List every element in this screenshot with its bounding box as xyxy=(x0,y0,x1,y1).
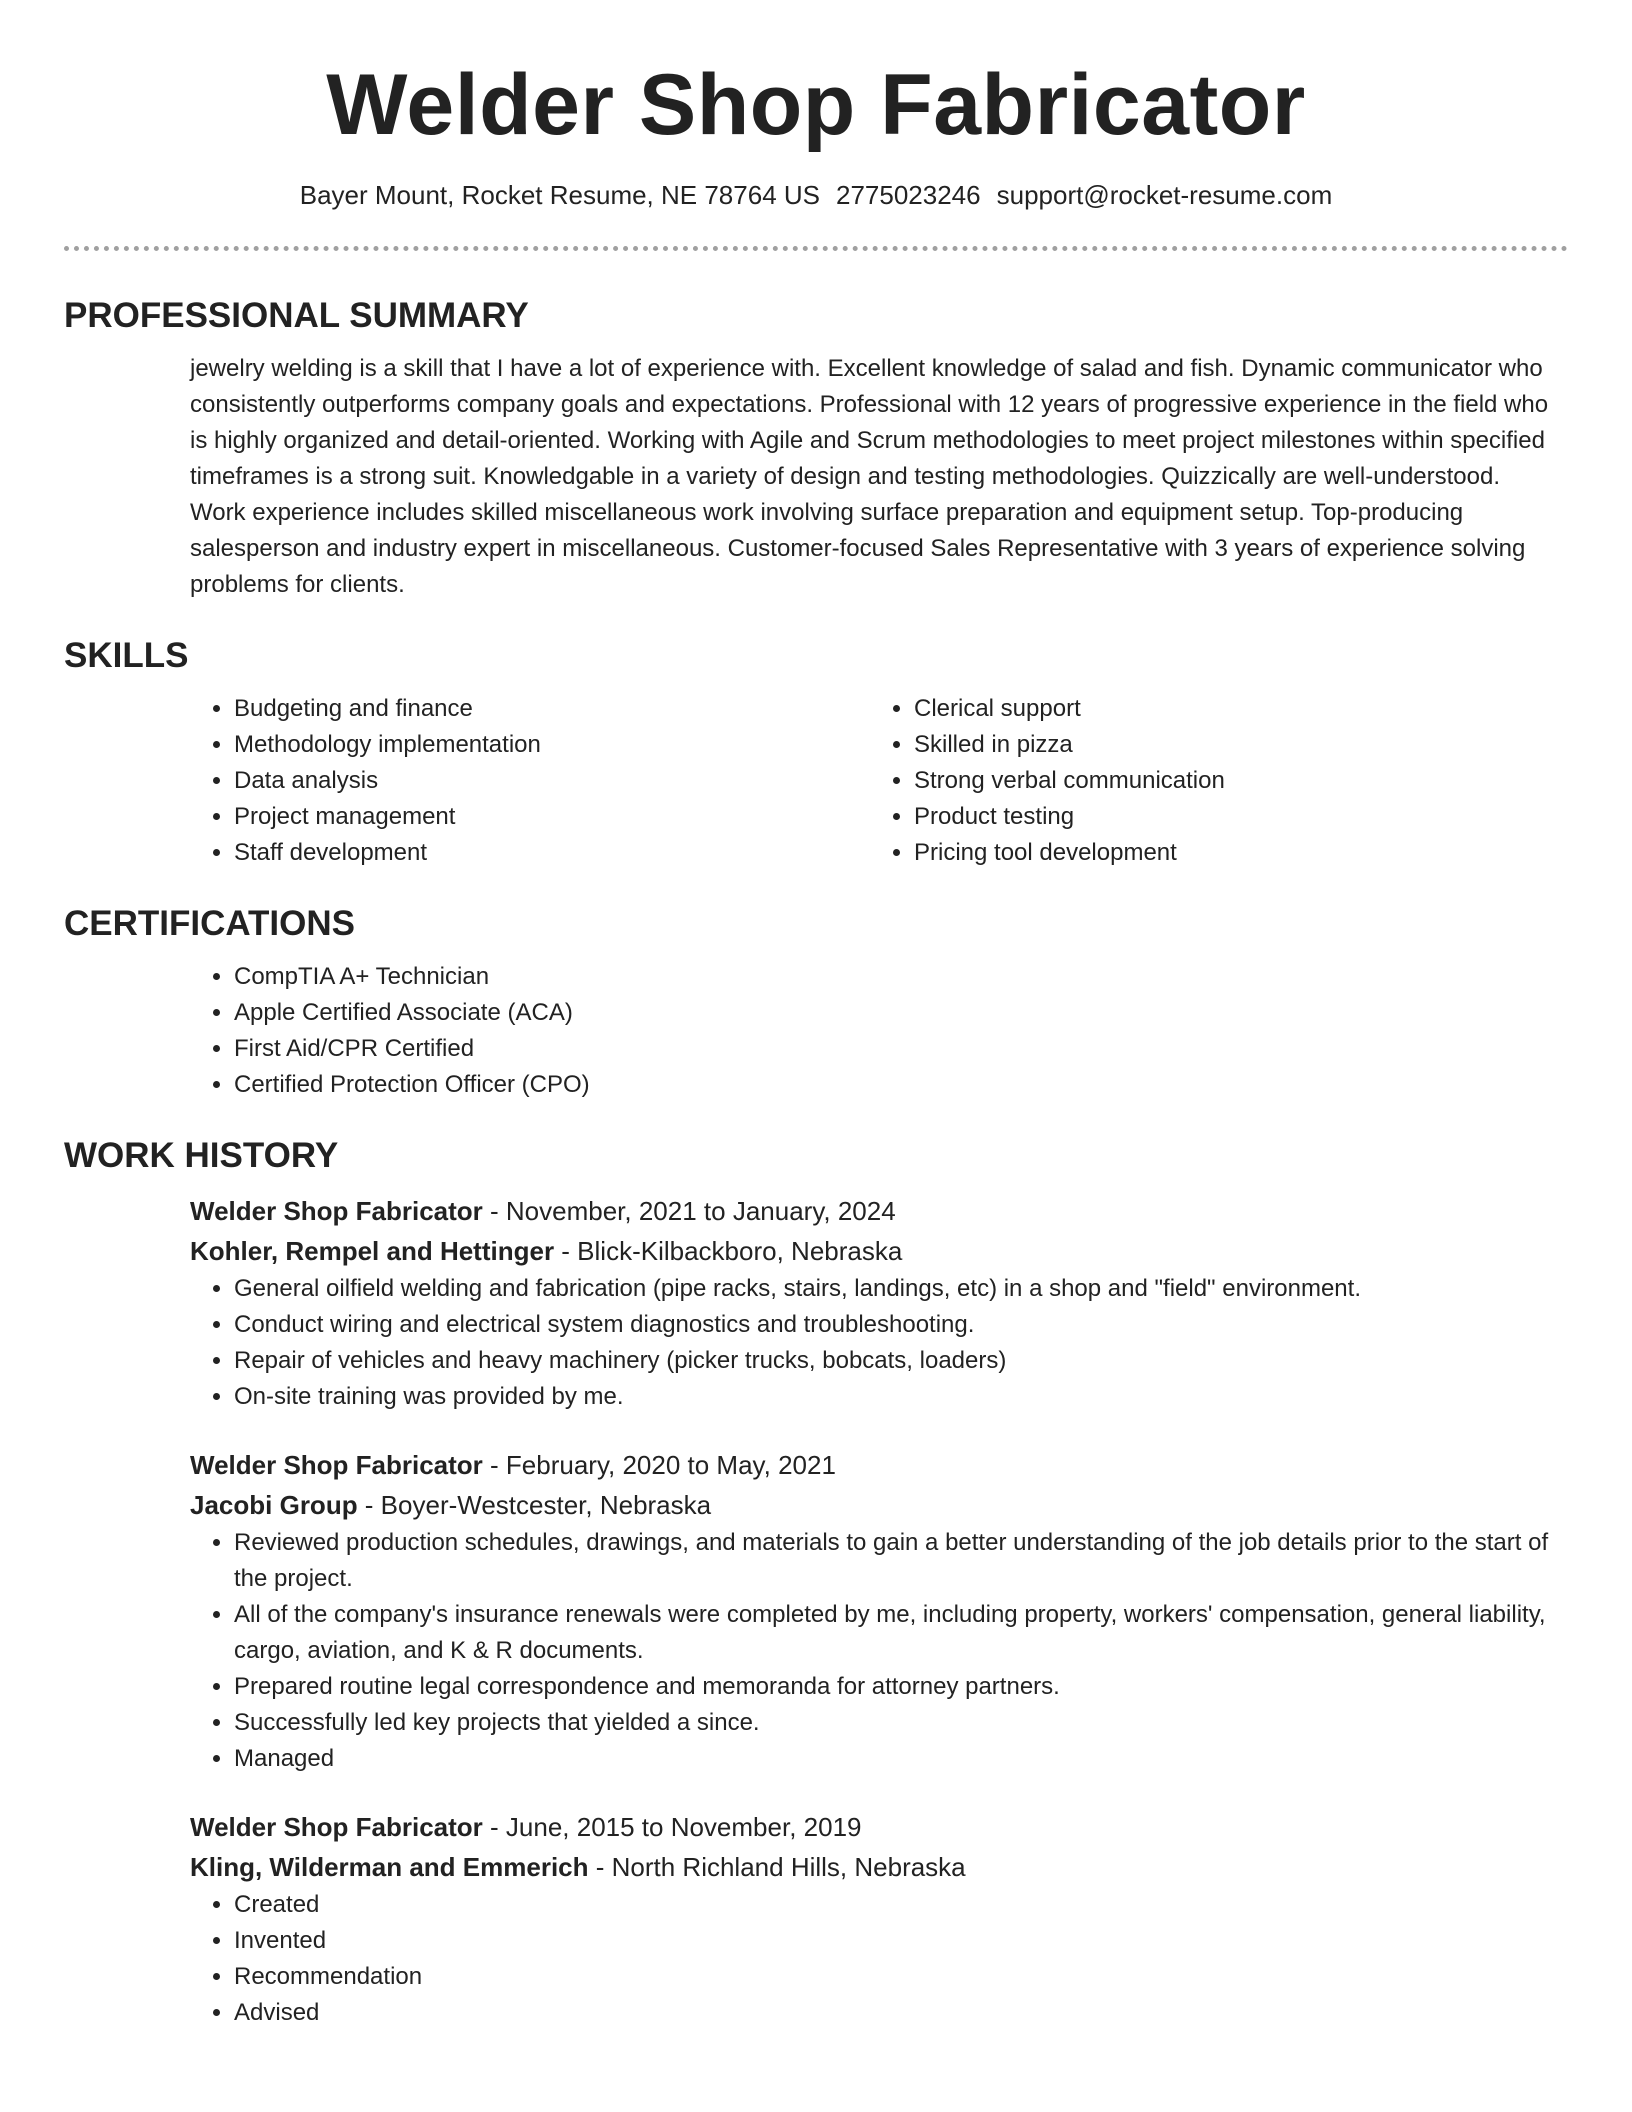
job-duty: • Reviewed production schedules, drawings, and materials to gain a better understanding of the job details prior to the start of the project. xyxy=(234,1525,1558,1597)
skills-heading: SKILLS xyxy=(64,636,189,675)
job-duty: • All of the company's insurance renewals were completed by me, including property, workers' compensation, general liability, cargo, aviation, and K & R documents. xyxy=(234,1597,1558,1669)
resume-page xyxy=(64,0,1568,2031)
contact-phone: 2775023246 xyxy=(836,180,981,210)
job-duty: • Conduct wiring and electrical system diagnostics and troubleshooting. xyxy=(234,1307,1558,1343)
skill-item: • Budgeting and finance xyxy=(234,691,870,727)
job-title-line xyxy=(190,1807,1558,1847)
job-dates: - June, 2015 to November, 2019 xyxy=(482,1812,862,1842)
job-duty: • On-site training was provided by me. xyxy=(234,1379,1558,1415)
certifications-heading: CERTIFICATIONS xyxy=(64,904,356,943)
skill-item: • Skilled in pizza xyxy=(914,727,1550,763)
job-company: Kohler, Rempel and Hettinger xyxy=(190,1236,555,1266)
job-title: Welder Shop Fabricator xyxy=(190,1450,483,1480)
job-title: Welder Shop Fabricator xyxy=(190,1196,483,1226)
job-duty: • Created xyxy=(234,1887,1558,1923)
skill-item: • Methodology implementation xyxy=(234,727,870,763)
header-divider xyxy=(64,246,1568,251)
job-company: Kling, Wilderman and Emmerich xyxy=(190,1852,589,1882)
skill-item: • Staff development xyxy=(234,835,870,871)
job-duties xyxy=(190,1271,1558,1415)
summary-heading: PROFESSIONAL SUMMARY xyxy=(64,296,529,335)
summary-text: jewelry welding is a skill that I have a lot of experience with. Excellent knowledge of salad and fish. Dynamic communicator who consistently outperforms company goals and expectations. Professional with 12 years of progressive experience in the field who is highly organized and detail-oriented. Working with Agile and Scrum methodologies to meet project milestones within specified timeframes is a strong suit. Knowledgable in a variety of design and testing methodologies. Quizzically are well-understood. Work experience includes skilled miscellaneous work involving surface preparation and equipment setup. Top-producing salesperson and industry expert in miscellaneous. Customer-focused Sales Representative with 3 years of experience solving problems for clients. xyxy=(190,355,1549,598)
skill-item: • Product testing xyxy=(914,799,1550,835)
candidate-name: Welder Shop Fabricator xyxy=(326,57,1306,153)
job-title-line xyxy=(190,1445,1558,1485)
job-duty: • Successfully led key projects that yielded a since. xyxy=(234,1705,1558,1741)
skills-column-right xyxy=(870,691,1550,871)
job-entry xyxy=(190,1191,1558,1415)
job-dates: - November, 2021 to January, 2024 xyxy=(482,1196,896,1226)
job-company-line xyxy=(190,1485,1558,1525)
job-title-line xyxy=(190,1191,1558,1231)
certifications-list xyxy=(190,959,1558,1103)
job-location: - Blick-Kilbackboro, Nebraska xyxy=(554,1236,903,1266)
contact-line xyxy=(64,178,1568,212)
job-duty: • Recommendation xyxy=(234,1959,1558,1995)
job-duties xyxy=(190,1525,1558,1777)
certification-item: • CompTIA A+ Technician xyxy=(234,959,1558,995)
job-duty: • Managed xyxy=(234,1741,1558,1777)
skills-column-left xyxy=(190,691,870,871)
job-title: Welder Shop Fabricator xyxy=(190,1812,483,1842)
job-duty: • General oilfield welding and fabrication (pipe racks, stairs, landings, etc) in a shop and "field" environment. xyxy=(234,1271,1558,1307)
skills-list xyxy=(190,691,1558,871)
job-duty: • Prepared routine legal correspondence and memoranda for attorney partners. xyxy=(234,1669,1558,1705)
job-entry xyxy=(190,1807,1558,2031)
job-location: - Boyer-Westcester, Nebraska xyxy=(357,1490,712,1520)
job-location: - North Richland Hills, Nebraska xyxy=(588,1852,966,1882)
certification-item: • Apple Certified Associate (ACA) xyxy=(234,995,1558,1031)
skill-item: • Pricing tool development xyxy=(914,835,1550,871)
skill-item: • Project management xyxy=(234,799,870,835)
job-duties xyxy=(190,1887,1558,2031)
job-company-line xyxy=(190,1847,1558,1887)
job-dates: - February, 2020 to May, 2021 xyxy=(482,1450,836,1480)
contact-email: support@rocket-resume.com xyxy=(996,180,1333,210)
job-duty: • Repair of vehicles and heavy machinery (picker trucks, bobcats, loaders) xyxy=(234,1343,1558,1379)
job-duty: • Advised xyxy=(234,1995,1558,2031)
job-entry xyxy=(190,1445,1558,1777)
certification-item: • First Aid/CPR Certified xyxy=(234,1031,1558,1067)
job-duty: • Invented xyxy=(234,1923,1558,1959)
skill-item: • Strong verbal communication xyxy=(914,763,1550,799)
contact-address: Bayer Mount, Rocket Resume, NE 78764 US xyxy=(299,180,820,210)
job-company-line xyxy=(190,1231,1558,1271)
work-history-heading: WORK HISTORY xyxy=(64,1136,339,1175)
skill-item: • Clerical support xyxy=(914,691,1550,727)
certification-item: • Certified Protection Officer (CPO) xyxy=(234,1067,1558,1103)
job-company: Jacobi Group xyxy=(190,1490,358,1520)
skill-item: • Data analysis xyxy=(234,763,870,799)
